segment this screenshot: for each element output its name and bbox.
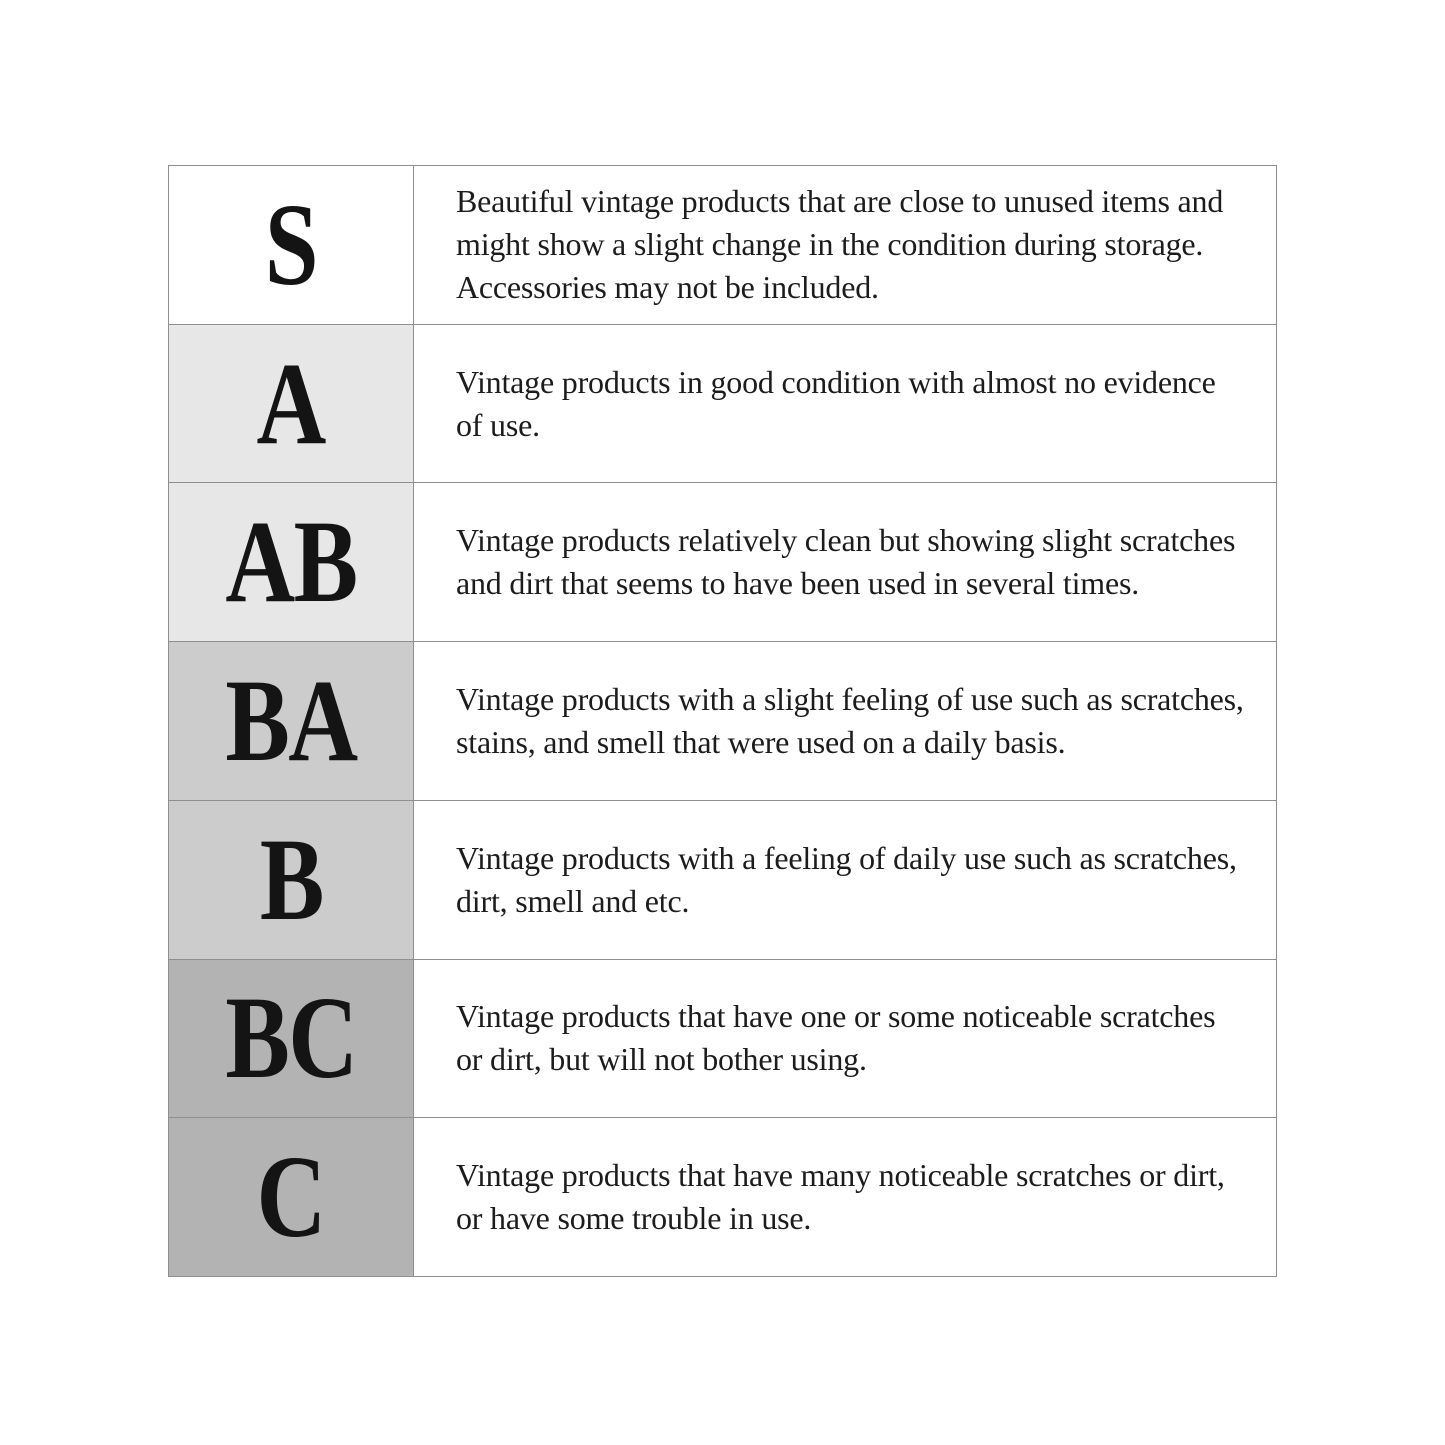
grade-cell (169, 1118, 414, 1276)
description-cell (414, 960, 1276, 1118)
description-cell (414, 483, 1276, 641)
table-row (169, 324, 1276, 483)
grade-cell (169, 801, 414, 959)
table-row (169, 482, 1276, 641)
table-row (169, 800, 1276, 959)
table-row (169, 959, 1276, 1118)
description-cell (414, 325, 1276, 483)
grade-label: A (256, 337, 326, 469)
description-text: Vintage products that have many noticeable scratches or dirt, or have some trouble in use. (456, 1157, 1225, 1237)
grade-label: AB (225, 496, 357, 628)
table-row (169, 1117, 1276, 1276)
description-cell (414, 166, 1276, 324)
description-text: Vintage products with a feeling of daily use such as scratches, dirt, smell and etc. (456, 839, 1237, 919)
description-cell (414, 801, 1276, 959)
grade-cell (169, 483, 414, 641)
description-text: Vintage products that have one or some noticeable scratches or dirt, but will not bother using. (456, 998, 1216, 1078)
grade-label: S (264, 178, 318, 310)
grade-label: C (256, 1131, 326, 1263)
description-text: Vintage products relatively clean but showing slight scratches and dirt that seems to have been used in several times. (456, 522, 1236, 602)
table-row (169, 641, 1276, 800)
grade-label: BC (225, 972, 357, 1104)
description-cell (414, 1118, 1276, 1276)
grade-cell (169, 642, 414, 800)
table-row (169, 166, 1276, 324)
grade-label: BA (225, 655, 357, 787)
description-cell (414, 642, 1276, 800)
description-text: Vintage products with a slight feeling of use such as scratches, stains, and smell that were used on a daily basis. (456, 681, 1244, 761)
grade-cell (169, 166, 414, 324)
grade-label: B (259, 813, 323, 945)
grade-cell (169, 960, 414, 1118)
condition-grade-table (168, 165, 1277, 1277)
description-text: Vintage products in good condition with almost no evidence of use. (456, 363, 1216, 443)
description-text: Beautiful vintage products that are close to unused items and might show a slight change in the condition during storage. Accessories may not be included. (456, 183, 1224, 306)
grade-cell (169, 325, 414, 483)
